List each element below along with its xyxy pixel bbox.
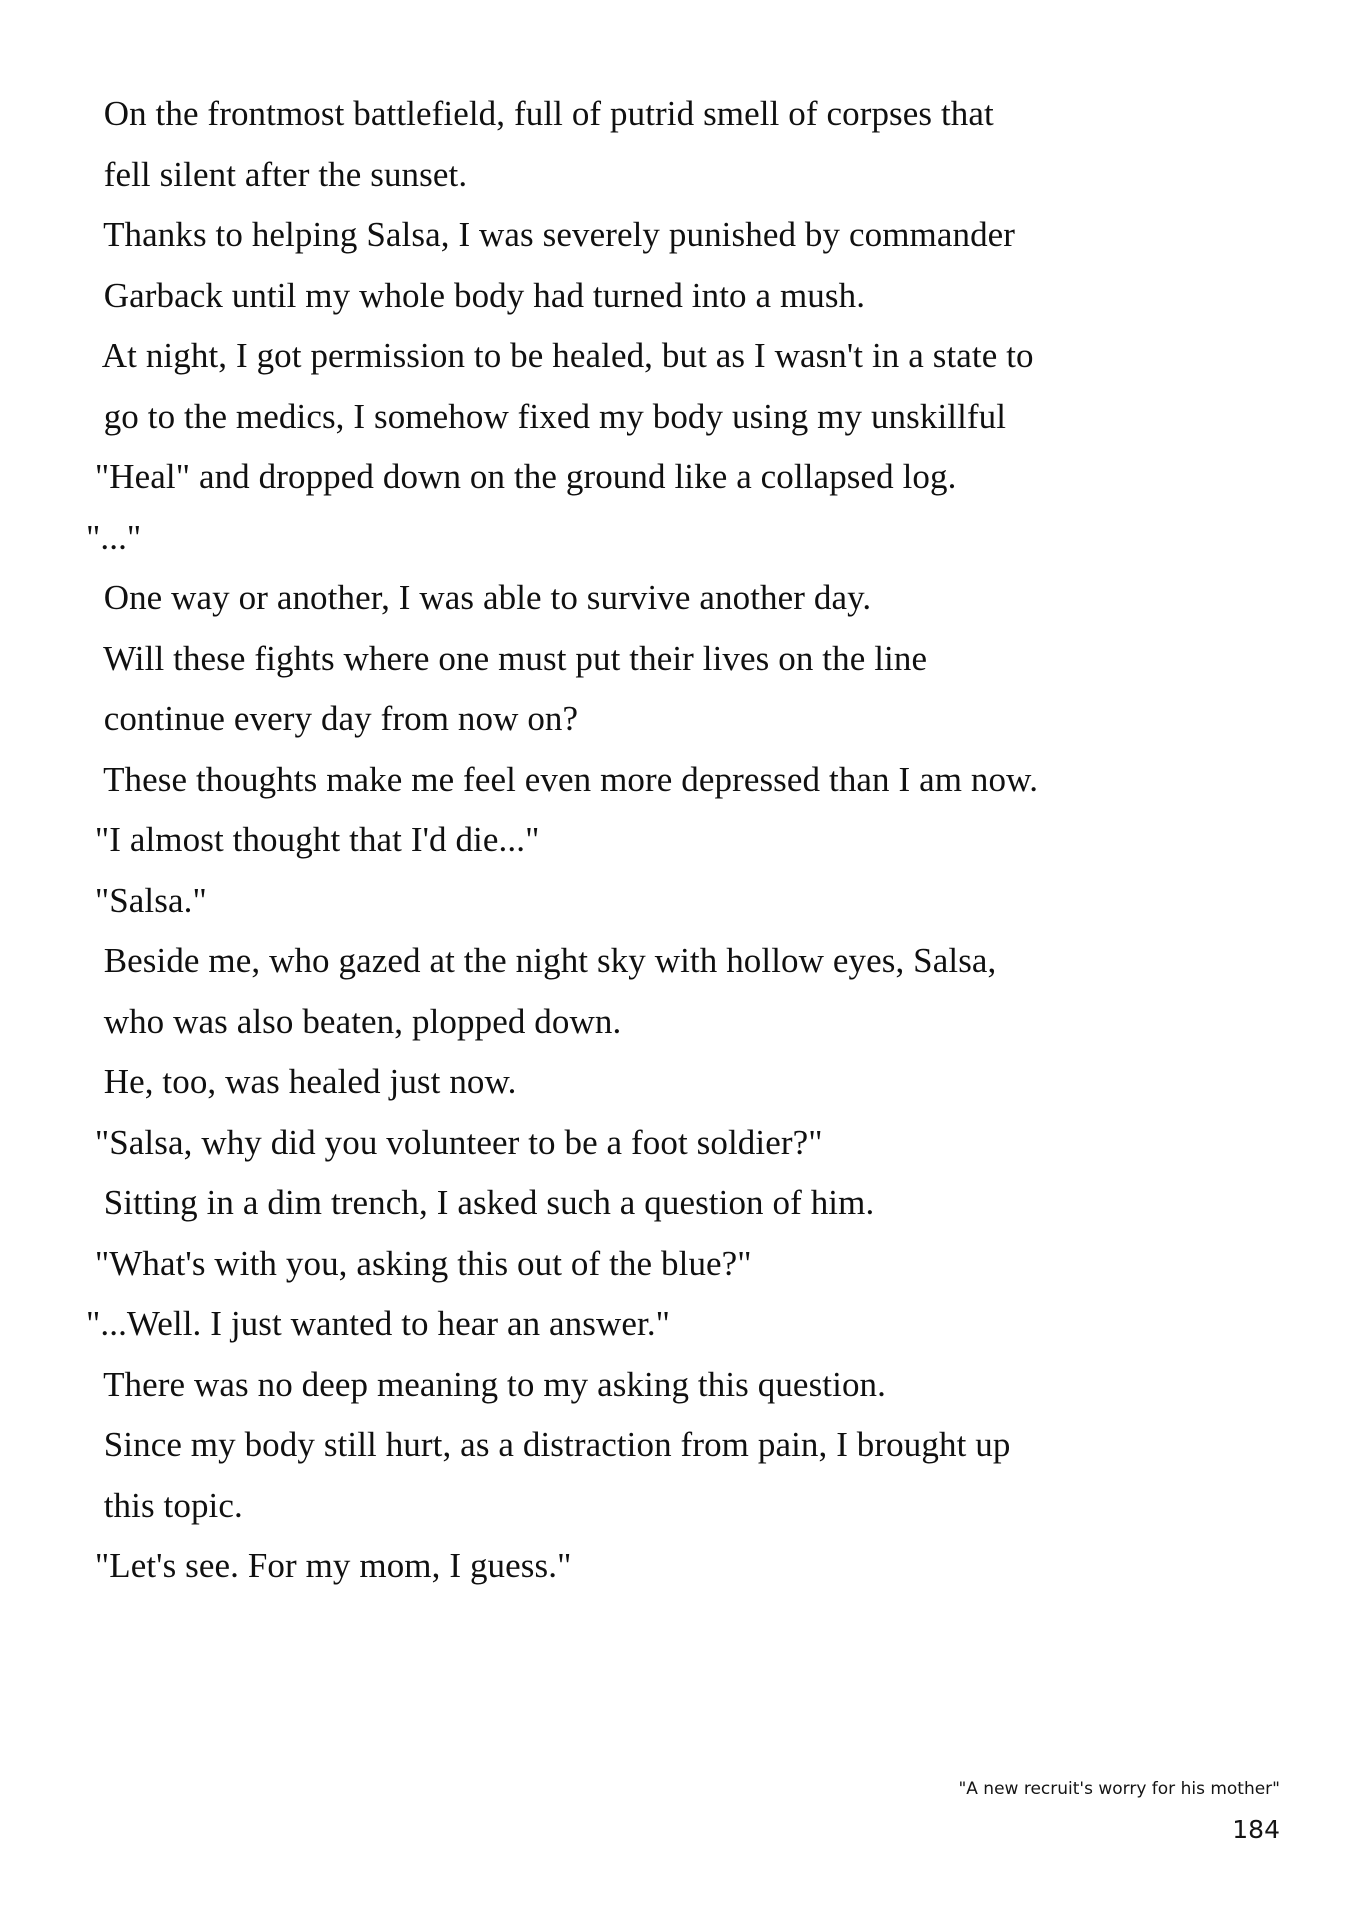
text-line: who was also beaten, plopped down.: [86, 1001, 622, 1041]
page-number: 184: [1232, 1815, 1280, 1844]
text-line: "I almost thought that I'd die...": [86, 820, 540, 859]
text-line: fell silent after the sunset.: [86, 154, 468, 194]
text-line: "Heal" and dropped down on the ground like a collapsed log.: [86, 457, 957, 496]
text-line: "What's with you, asking this out of the blue?": [86, 1243, 752, 1283]
text-line: "...": [86, 517, 142, 557]
footer-caption: "A new recruit's worry for his mother": [958, 1779, 1280, 1799]
text-line: Garback until my whole body had turned into a mush.: [86, 275, 866, 315]
text-line: At night, I got permission to be healed, but as I wasn't in a state to: [86, 336, 1034, 375]
text-line: "Salsa, why did you volunteer to be a foot soldier?": [86, 1122, 823, 1162]
text-line: On the frontmost battlefield, full of putrid smell of corpses that: [86, 94, 994, 133]
text-line: He, too, was healed just now.: [86, 1062, 517, 1101]
text-line: Since my body still hurt, as a distraction from pain, I brought up: [86, 1425, 1011, 1464]
text-line: "Let's see. For my mom, I guess.": [86, 1546, 572, 1585]
text-line: Will these fights where one must put their lives on the line: [86, 638, 928, 678]
body-text: [86, 84, 1276, 1597]
text-line: These thoughts make me feel even more depressed than I am now.: [86, 759, 1039, 799]
text-line: Thanks to helping Salsa, I was severely punished by commander: [86, 215, 1016, 254]
page-footer: [0, 1779, 1280, 1844]
text-line: go to the medics, I somehow fixed my body using my unskillful: [86, 396, 1007, 436]
text-line: Sitting in a dim trench, I asked such a question of him.: [86, 1183, 875, 1222]
text-line: continue every day from now on?: [86, 699, 579, 738]
text-line: this topic.: [86, 1485, 243, 1525]
text-line: "...Well. I just wanted to hear an answer.": [86, 1304, 671, 1343]
text-line: "Salsa.": [86, 880, 207, 920]
text-line: Beside me, who gazed at the night sky with hollow eyes, Salsa,: [86, 941, 997, 980]
text-line: One way or another, I was able to survive another day.: [86, 578, 872, 617]
text-line: There was no deep meaning to my asking this question.: [86, 1364, 886, 1404]
